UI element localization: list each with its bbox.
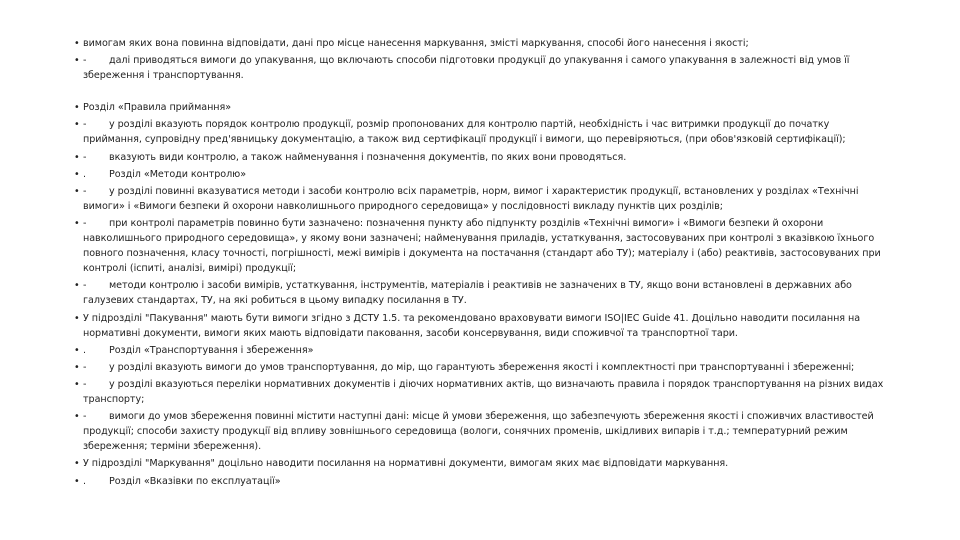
list-item <box>74 377 890 407</box>
item-text: у розділі вказуються переліки нормативних документів і діючих нормативних актів, що визначають правила і порядок транспортування на різних видах транспорту; <box>83 379 884 406</box>
bullet-icon: • <box>74 411 80 423</box>
item-text: У підрозділі "Пакування" мають бути вимоги згідно з ДСТУ 1.5. та рекомендовано враховувати вимоги ISO|IEC Guide 41. Доцільно наводити посилання на нормативні документи, вимоги яких мають відповідати паковання, засоби консервування, види споживчої та транспортної тари. <box>83 312 861 339</box>
item-text: У підрозділі "Маркування" доцільно наводити посилання на нормативні документи, вимогам яких має відповідати маркування. <box>83 458 729 470</box>
list-item <box>74 360 890 375</box>
list-item <box>74 150 890 165</box>
item-text: при контролі параметрів повинно бути зазначено: позначення пункту або підпункту розділів «Технічні вимоги» і «Вимоги безпеки й охорони навколишнього природного середовища», у якому вони зазначені; найменування приладів, устаткування, застосовуваних при контролі з вказівкою їхнього повного позначення, класу точності, погрішності, межі вимірів і документа на постачання (стандарт або ТУ); матеріалу і (або) реактивів, застосовуваних при контролі (іспиті, аналізі, вимірі) продукції; <box>83 218 881 275</box>
bullet-icon: • <box>74 168 80 180</box>
list-item <box>74 100 890 115</box>
bullet-icon: • <box>74 102 80 114</box>
item-marker: . <box>83 344 86 356</box>
item-text: вимоги до умов збереження повинні містити наступні дані: місце й умови збереження, що забезпечують збереження якості і споживчих властивостей продукції; способи захисту продукції від впливу зовнішнього середовища (вологи, сонячних променів, шкідливих випарів і т.д.; температурний режим збереження; терміни збереження). <box>83 411 874 453</box>
item-marker: - <box>83 411 87 423</box>
item-text: методи контролю і засоби вимірів, устаткування, інструментів, матеріалів і реактивів не зазначених в ТУ, якщо вони встановлені в державних або галузевих стандартах, ТУ, на які робиться в цьому випадку посилання в ТУ. <box>83 280 852 307</box>
item-text: вказують види контролю, а також найменування і позначення документів, по яких вони проводяться. <box>109 151 627 163</box>
item-text: Розділ «Вказівки по експлуатації» <box>109 475 281 487</box>
item-text: Розділ «Методи контролю» <box>109 168 247 180</box>
bullet-icon: • <box>74 151 80 163</box>
item-marker: - <box>83 119 87 131</box>
list-item <box>74 167 890 182</box>
bullet-icon: • <box>74 361 80 373</box>
list-item <box>74 311 890 341</box>
bullet-icon: • <box>74 312 80 324</box>
item-marker: - <box>83 218 87 230</box>
list-item <box>74 409 890 454</box>
list-item <box>74 117 890 147</box>
list-item <box>74 184 890 214</box>
list-item <box>74 474 890 489</box>
bullet-icon: • <box>74 38 80 49</box>
bullet-icon: • <box>74 55 80 67</box>
item-text: у розділі вказують вимоги до умов транспортування, до мір, що гарантують збереження якості і комплектності при транспортуванні і збереженні; <box>109 361 855 373</box>
item-text: у розділі вказують порядок контролю продукції, розмір пропонованих для контролю партій, необхідність і час витримки продукції до початку приймання, супровідну пред'явницьку документацію, а також вид сертифікації продукції і вимоги, що перевіряються, (при обов'язковій сертифікації); <box>83 119 846 146</box>
list-item <box>74 343 890 358</box>
bullet-icon: • <box>74 475 80 487</box>
list-item <box>74 36 890 51</box>
item-text: Розділ «Правила приймання» <box>83 102 232 114</box>
bullet-icon: • <box>74 344 80 356</box>
list-item <box>74 456 890 471</box>
item-marker: . <box>83 168 86 180</box>
bullet-icon: • <box>74 379 80 391</box>
item-marker: - <box>83 280 87 292</box>
item-marker: - <box>83 55 87 67</box>
bullet-icon: • <box>74 185 80 197</box>
item-marker: - <box>83 185 87 197</box>
bullet-icon: • <box>74 218 80 230</box>
list-item <box>74 53 890 83</box>
item-text: у розділі повинні вказуватися методи і засоби контролю всіх параметрів, норм, вимог і характеристик продукції, встановлених у розділах «Технічні вимоги» і «Вимоги безпеки й охорони навколишнього природного середовища» у послідовності викладу пунктів цих розділів; <box>83 185 859 212</box>
item-text: вимогам яких вона повинна відповідати, дані про місце нанесення маркування, змісті маркування, способі його нанесення і якості; <box>83 38 749 49</box>
item-marker: - <box>83 361 87 373</box>
bullet-icon: • <box>74 280 80 292</box>
item-text: Розділ «Транспортування і збереження» <box>109 344 314 356</box>
bullet-icon: • <box>74 458 80 470</box>
item-marker: . <box>83 475 86 487</box>
bullet-icon: • <box>74 119 80 131</box>
bullet-list <box>74 36 890 489</box>
item-marker: - <box>83 379 87 391</box>
item-marker: - <box>83 151 87 163</box>
list-item <box>74 278 890 308</box>
list-item <box>74 216 890 276</box>
item-text: далі приводяться вимоги до упакування, що включають способи підготовки продукції до упакування і самого упакування в залежності від умов її збереження і транспортування. <box>83 55 850 82</box>
